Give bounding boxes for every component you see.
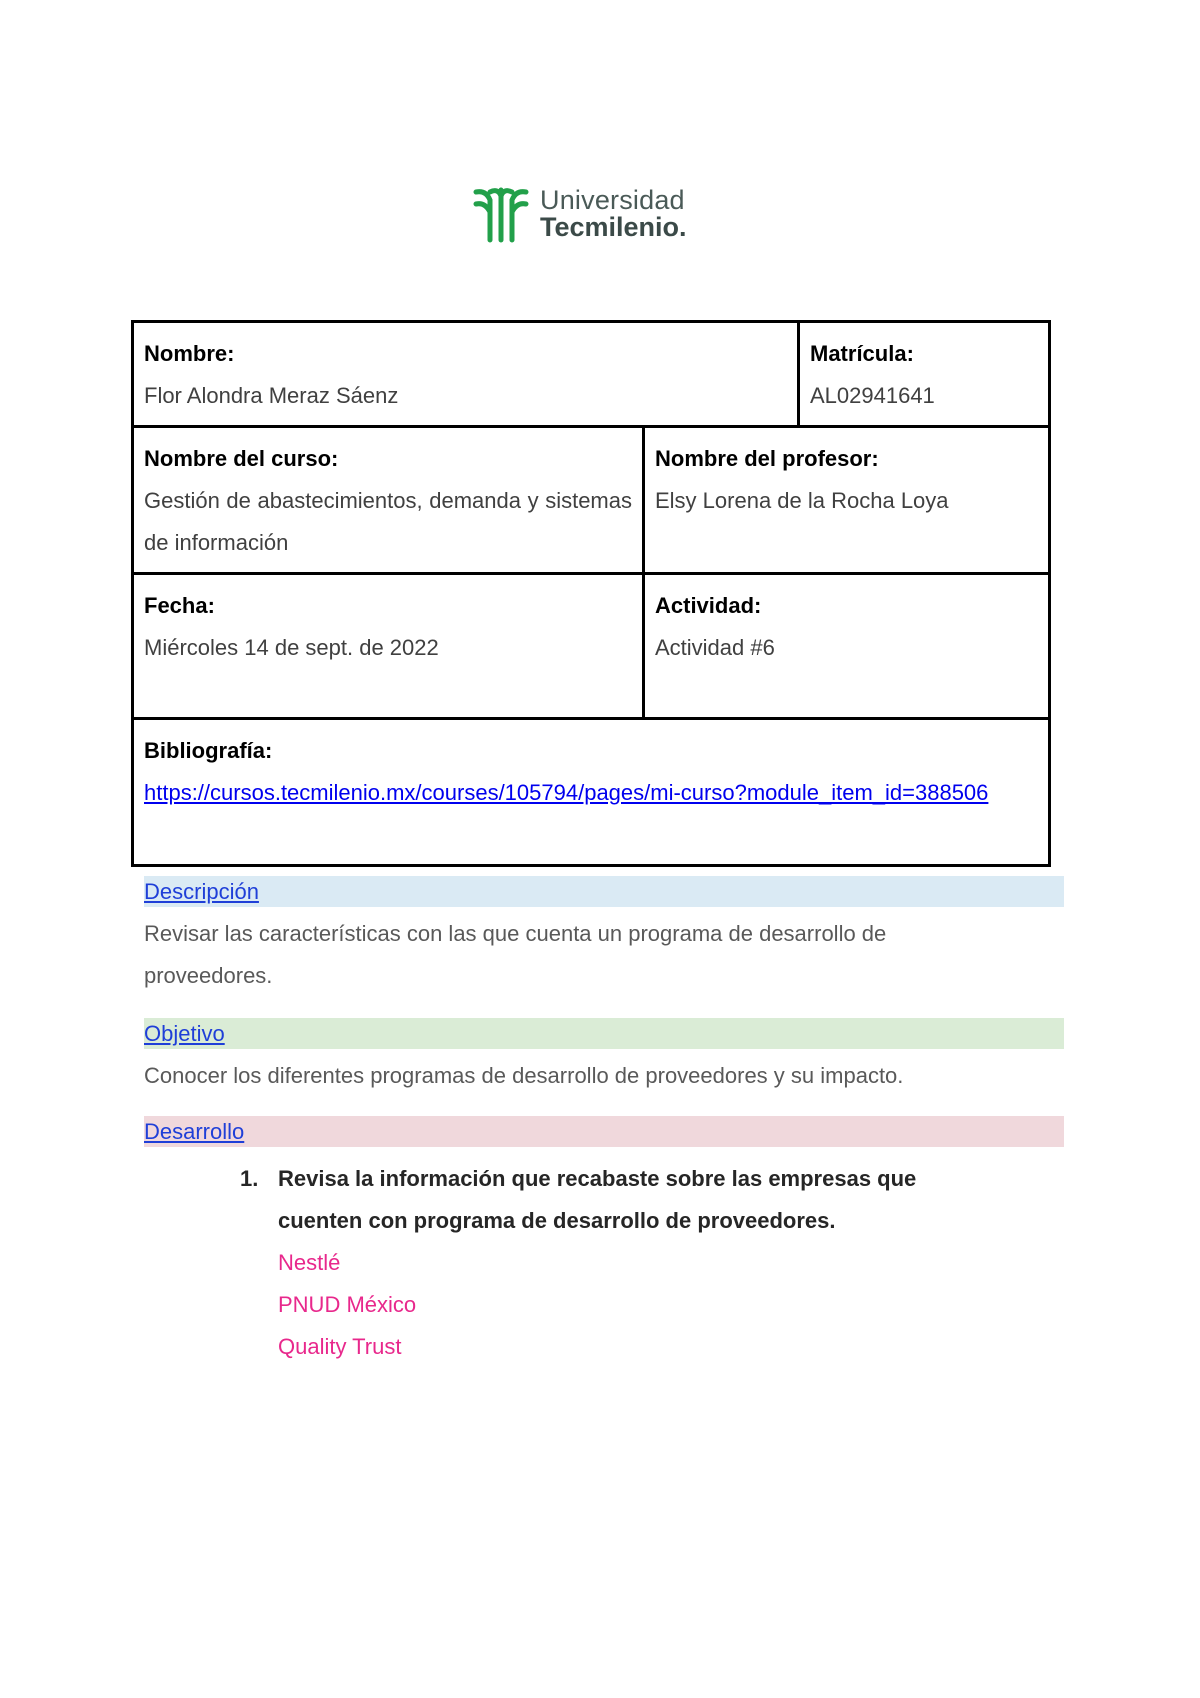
actividad-value: Actividad #6: [655, 635, 775, 660]
tecmilenio-mark-icon: [472, 184, 530, 244]
list-item: Quality Trust: [278, 1334, 402, 1359]
fecha-cell: [133, 574, 644, 719]
objetivo-heading[interactable]: Objetivo: [144, 1021, 225, 1046]
list-item-number: 1.: [240, 1166, 259, 1191]
profesor-cell: [644, 427, 1050, 574]
objetivo-section: [144, 1018, 1064, 1097]
matricula-cell: [799, 322, 1050, 427]
student-info-table: [131, 320, 1051, 867]
objetivo-text: Conocer los diferentes programas de desarrollo de proveedores y su impacto.: [144, 1063, 904, 1088]
fecha-label: Fecha:: [144, 593, 215, 618]
table-row: [133, 427, 1050, 574]
profesor-value: Elsy Lorena de la Rocha Loya: [655, 488, 949, 513]
curso-cell: [133, 427, 644, 574]
descripcion-heading[interactable]: Descripción: [144, 879, 259, 904]
bibliografia-cell: [133, 719, 1050, 866]
matricula-value: AL02941641: [810, 383, 935, 408]
descripcion-section: [144, 876, 1064, 997]
logo-universidad-text: Universidad: [540, 185, 685, 215]
list-item: PNUD México: [278, 1292, 417, 1317]
curso-label: Nombre del curso:: [144, 446, 339, 471]
table-row: [133, 719, 1050, 866]
curso-value: Gestión de abastecimientos, demanda y sistemas de información: [144, 488, 632, 555]
nombre-value: Flor Alondra Meraz Sáenz: [144, 383, 399, 408]
nombre-cell: [133, 322, 799, 427]
actividad-label: Actividad:: [655, 593, 762, 618]
profesor-label: Nombre del profesor:: [655, 446, 879, 471]
table-row: [133, 322, 1050, 427]
desarrollo-section: [144, 1116, 1064, 1147]
nombre-label: Nombre:: [144, 341, 235, 366]
university-logo: [472, 170, 730, 258]
list-item: Nestlé: [278, 1250, 341, 1275]
company-list: [278, 1242, 1000, 1368]
descripcion-text: Revisar las características con las que cuenta un programa de desarrollo de proveedores.: [144, 921, 887, 988]
fecha-value: Miércoles 14 de sept. de 2022: [144, 635, 439, 660]
desarrollo-list: [240, 1158, 1000, 1368]
desarrollo-heading[interactable]: Desarrollo: [144, 1119, 245, 1144]
objetivo-heading-band: [144, 1018, 1064, 1049]
matricula-label: Matrícula:: [810, 341, 914, 366]
list-item-text: Revisa la información que recabaste sobre las empresas que cuenten con programa de desarrollo de proveedores.: [278, 1166, 917, 1233]
bibliografia-link[interactable]: https://cursos.tecmilenio.mx/courses/105794/pages/mi-curso?module_item_id=388506: [144, 780, 989, 805]
logo-tecmilenio-text: Tecmilenio.: [540, 212, 687, 242]
bibliografia-label: Bibliografía:: [144, 738, 273, 763]
actividad-cell: [644, 574, 1050, 719]
desarrollo-heading-band: [144, 1116, 1064, 1147]
descripcion-heading-band: [144, 876, 1064, 907]
table-row: [133, 574, 1050, 719]
